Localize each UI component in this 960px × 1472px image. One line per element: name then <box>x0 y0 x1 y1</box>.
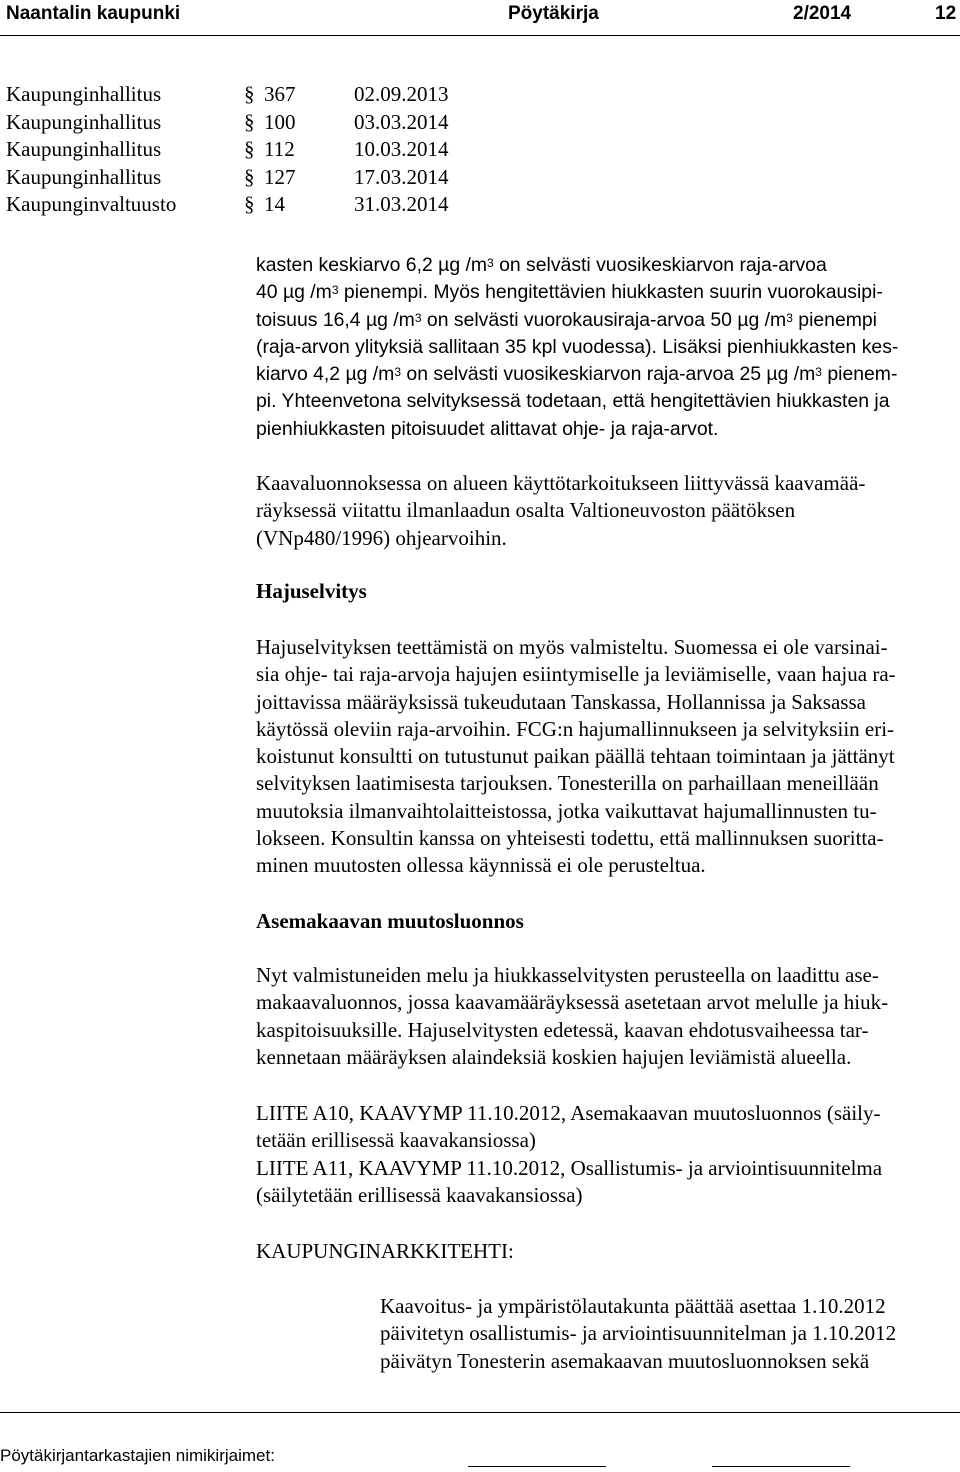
page-header <box>0 0 960 30</box>
reference-number: 100 <box>264 109 296 134</box>
paragraph-line: 40 µg $/m^3$ pienempi. Myös hengitettävien hiukkasten suurin vuorokausipi- <box>256 281 883 304</box>
initials-line-2 <box>712 1466 850 1467</box>
reference-number: 14 <box>264 192 285 216</box>
footer-divider <box>0 1412 960 1413</box>
attachment-line: LIITE A10, KAAVYMP 11.10.2012, Asemakaavan muutosluonnos (säily- <box>256 1101 881 1125</box>
reference-body: Kaupunginhallitus <box>6 82 162 106</box>
reference-list <box>6 82 706 220</box>
paragraph-line: kennetaan määräyksen alaindeksiä koskien hajujen leviämistä alueella. <box>256 1044 852 1069</box>
footer-initials-label: Pöytäkirjantarkastajien nimikirjaimet: <box>0 1446 275 1465</box>
air-quality-paragraph <box>256 252 960 443</box>
paragraph-line: (VNp480/1996) ohjearvoihin. <box>256 525 507 550</box>
paragraph-line: joittavissa määräyksissä tukeudutaan Tanskassa, Hollannissa ja Saksassa <box>256 689 866 714</box>
reference-body: Kaupunginhallitus <box>6 109 162 134</box>
reference-date: 02.09.2013 <box>354 82 449 106</box>
attachments-list <box>256 1100 960 1209</box>
reference-body: Kaupunginvaltuusto <box>6 192 177 216</box>
proposal-line: päivitetyn osallistumis- ja arviointisuunnitelman ja 1.10.2012 <box>380 1321 897 1346</box>
paragraph-line: lokseen. Konsultin kanssa on yhteisesti todettu, että mallinnuksen suoritta- <box>256 826 884 851</box>
section-mark: § <box>244 82 255 106</box>
reference-number: 367 <box>264 82 296 106</box>
paragraph-line: selvityksen laatimisesta tarjouksen. Tonesterilla on parhaillaan meneillään <box>256 771 879 796</box>
reference-number: 112 <box>264 137 295 161</box>
section-mark: § <box>244 109 255 134</box>
paragraph-line: kiarvo 4,2 µg $/m^3$ on selvästi vuosikeskiarvon raja-arvoa 25 µg $/m^3$ pienem- <box>256 363 898 386</box>
attachment-line: tetään erillisessä kaavakansiossa) <box>256 1128 536 1153</box>
attachment-line: LIITE A11, KAAVYMP 11.10.2012, Osallistumis- ja arviointisuunnitelma <box>256 1155 883 1180</box>
paragraph-line: Kaavaluonnoksessa on alueen käyttötarkoitukseen liittyvässä kaavamää- <box>256 471 866 495</box>
paragraph-line: (raja-arvon ylityksiä sallitaan 35 kpl vuodessa). Lisäksi pienhiukkasten kes- <box>256 335 899 358</box>
proposal-line: päivätyn Tonesterin asemakaavan muutosluonnoksen sekä <box>380 1348 870 1373</box>
section-mark: § <box>244 137 255 161</box>
paragraph-line: muutoksia ilmanvaihtolaitteistossa, jotka vaikuttavat hajumallinnusten tu- <box>256 798 877 823</box>
reference-body: Kaupunginhallitus <box>6 164 162 189</box>
reference-row <box>6 165 706 193</box>
paragraph-line: makaavaluonnos, jossa kaavamääräyksessä asetetaan arvot melulle ja hiuk- <box>256 990 889 1015</box>
header-divider <box>0 35 960 36</box>
paragraph-line: koistunut konsultti on tutustunut paikan päällä tehtaan toimintaan ja jättänyt <box>256 744 895 769</box>
paragraph-line: Nyt valmistuneiden melu ja hiukkasselvitysten perusteella on laadittu ase- <box>256 963 879 987</box>
reference-body: Kaupunginhallitus <box>6 137 162 161</box>
section-heading-asemakaava: Asemakaavan muutosluonnos <box>256 909 524 933</box>
paragraph-line: kasten keskiarvo 6,2 µg $/m^3$ on selvästi vuosikeskiarvon raja-arvoa <box>256 254 827 276</box>
header-issue: 2/2014 <box>793 3 852 24</box>
section-mark: § <box>244 192 255 216</box>
paragraph-line: pi. Yhteenvetona selvityksessä todetaan, että hengitettävien hiukkasten ja <box>256 390 890 413</box>
header-organization: Naantalin kaupunki <box>6 3 181 24</box>
paragraph-line: kaspitoisuuksille. Hajuselvitysten edetessä, kaavan ehdotusvaiheessa tar- <box>256 1017 869 1042</box>
paragraph-line: sia ohje- tai raja-arvoja hajujen esiintymiselle ja leviämiselle, vaan hajua ra- <box>256 662 896 687</box>
paragraph-line: minen muutosten ollessa käynnissä ei ole perusteltua. <box>256 853 706 878</box>
reference-date: 10.03.2014 <box>354 137 449 161</box>
proposal-paragraph <box>380 1293 960 1375</box>
section-heading-hajuselvitys: Hajuselvitys <box>256 579 367 603</box>
paragraph-line: käytössä oleviin raja-arvoihin. FCG:n hajumallinnukseen ja selvityksiin eri- <box>256 716 895 741</box>
attachment-line: (säilytetään erillisessä kaavakansiossa) <box>256 1182 583 1207</box>
reference-date: 31.03.2014 <box>354 192 449 216</box>
paragraph-line: pienhiukkasten pitoisuudet alittavat ohje- ja raja-arvot. <box>256 417 719 440</box>
section-mark: § <box>244 164 255 189</box>
reference-date: 17.03.2014 <box>354 164 449 189</box>
header-page-number: 12 <box>935 3 957 24</box>
reference-row <box>6 192 706 220</box>
initials-line-1 <box>468 1466 606 1467</box>
architect-label <box>256 1238 960 1265</box>
reference-date: 03.03.2014 <box>354 109 449 134</box>
architect-label-text: KAUPUNGINARKKITEHTI: <box>256 1239 514 1263</box>
reference-row <box>6 137 706 165</box>
header-document-type: Pöytäkirja <box>508 3 599 24</box>
kaava-paragraph <box>256 470 960 552</box>
proposal-line: Kaavoitus- ja ympäristölautakunta päättää asettaa 1.10.2012 <box>380 1294 886 1318</box>
asemakaava-paragraph <box>256 962 960 1071</box>
reference-number: 127 <box>264 164 296 189</box>
reference-row <box>6 110 706 138</box>
hajuselvitys-paragraph <box>256 634 960 880</box>
reference-row <box>6 82 706 110</box>
paragraph-line: toisuus 16,4 µg $/m^3$ on selvästi vuorokausiraja-arvoa 50 µg $/m^3$ pienempi <box>256 308 877 331</box>
paragraph-line: Hajuselvityksen teettämistä on myös valmisteltu. Suomessa ei ole varsinai- <box>256 635 888 659</box>
paragraph-line: räyksessä viitattu ilmanlaadun osalta Valtioneuvoston päätöksen <box>256 498 796 523</box>
